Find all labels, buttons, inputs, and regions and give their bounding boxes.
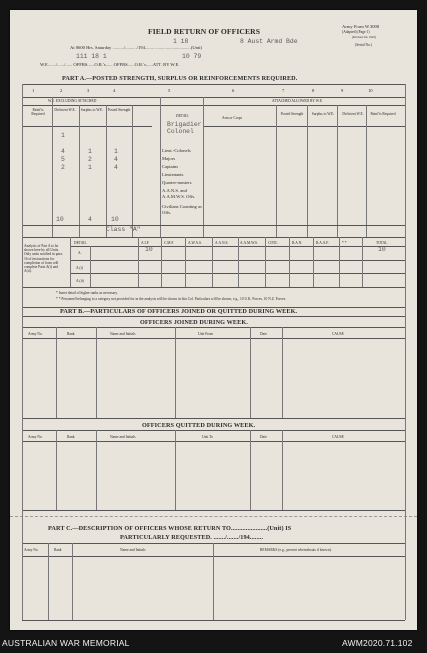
rank-majors: Majors [162,156,176,161]
grid-line [265,237,266,287]
col-number: 4 [113,88,116,93]
rank-aans: A.A.N.S. and A.A.M.W.S. Offs. [162,188,196,199]
grid-line [160,97,161,237]
typed-total-posted: 10 [111,216,119,223]
army-form-number: Army Form W.3008 [342,24,380,29]
grid-line [56,327,57,418]
rank-lieutenants: Lieutenants [162,172,184,177]
quitted-header-name: Name and Initials [110,435,136,439]
divider [22,510,405,511]
typed-deficient: 1 [61,132,65,139]
typed-total-surplus: 4 [88,216,92,223]
rank-civilians: Civilians Counting as Offs. [162,204,202,215]
typed-detail-brigadier: Brigadier [167,121,202,128]
grid-line [138,237,139,287]
grid-line [203,97,204,237]
typed-detail-colonel: Colonel [167,128,194,135]
adapted-label: (Adapted) (Page 1) [342,30,370,34]
attached-allowed-label: ATTACHED ALLOWED BY W.E. [272,99,323,103]
typed-posted: 4 [114,164,118,171]
quitted-header-army-no: Army No. [28,435,43,439]
rank-lt-colonels: Lieut.-Colonels [162,148,191,153]
col-number: 2 [60,88,63,93]
joined-title: OFFICERS JOINED DURING WEEK. [140,319,248,326]
analysis-header-detail: DETAIL [74,241,87,245]
footer-credit: AUSTRALIAN WAR MEMORIAL [2,638,130,648]
typed-unit: 8 Aust Armd Bde [240,38,298,45]
header-detail: DETAIL [176,114,189,118]
analysis-header-other: * * [342,241,347,245]
part-c-header-army-no: Army No. [24,548,39,552]
grid-line [161,237,162,287]
divider [22,430,405,431]
divider [22,225,405,226]
grid-line [48,543,49,620]
divider [22,418,405,419]
divider [22,441,405,442]
grid-line [175,430,176,510]
grid-line [70,237,71,287]
part-c-header-remarks: REMARKS (e.g., present whereabouts if known). [260,548,332,552]
grid-line [79,105,80,237]
at-hours-line: At 0600 Hrs. Saturday ........../........../194........ ...............................(Unit) [70,45,203,50]
typed-surplus: 2 [88,156,92,163]
divider [22,338,405,339]
analysis-row-a: A. [78,251,82,255]
header-att-posted: Posted Strength [280,112,304,116]
frame-right [405,84,406,620]
header-deficient: Deficient W.E. [54,108,76,112]
analysis-row-ai: A.(i) [76,266,83,270]
col-number: 1 [32,88,35,93]
grid-line [175,327,176,418]
header-att-surplus: Surplus to W.E. [311,112,335,116]
typed-posted: 4 [114,156,118,163]
analysis-row-aii: A.(ii) [76,279,84,283]
divider [22,327,405,328]
grid-line [132,105,133,237]
joined-header-date: Date [260,332,267,336]
analysis-header-raaf: R.A.A.F. [316,241,329,245]
quitted-header-date: Date [260,435,267,439]
frame-left [22,84,23,620]
col-number: 3 [87,88,90,93]
grid-line [282,430,283,510]
divider [22,237,405,238]
col-number: 9 [341,88,344,93]
part-c-title: PART C.—DESCRIPTION OF OFFICERS WHOSE RETURN TO......................(Unit) IS [48,525,292,532]
grid-line [307,105,308,237]
grid-line [213,543,214,620]
footnote-2: * * Personnel belonging to a category not provided for in the analysis will be shown in this Col. Particulars will be shown, e.g., 10 U.K. Forces, 10 N.Z. Forces. [56,297,287,301]
typed-we: 111 18 1 [76,53,107,60]
header-att-reinf: Reinf'ts Required [370,112,396,116]
serial-no-label: (Serial No.) [355,43,372,47]
revised-label: (Revised Jan. 1943) [352,35,376,39]
typed-class: Class "A" [106,226,141,233]
divider [22,620,405,621]
col-number: 6 [232,88,235,93]
grid-line [106,105,107,237]
analysis-header-aamws: A.A.M.W.S. [240,241,258,245]
joined-header-rank: Rank [67,332,75,336]
grid-line [238,237,239,287]
typed-deficient: 4 [61,148,65,155]
typed-date: 1 18 [173,38,189,45]
footnote-1: * Insert detail of higher ranks as necessary. [56,291,118,295]
quitted-title: OFFICERS QUITTED DURING WEEK. [142,422,256,429]
header-arm-or-corps: Arm or Corps [222,116,242,120]
typed-deficient: 5 [61,156,65,163]
part-a-title: PART A.—POSTED STRENGTH, SURPLUS OR REINFORCEMENTS REQUIRED. [62,75,298,82]
divider [22,287,405,288]
rank-captains: Captains [162,164,179,169]
typed-deficient: 2 [61,164,65,171]
col-number: 10 [368,88,373,93]
header-reinf-required: Reinf'ts Required [31,108,45,116]
joined-header-cause: CAUSE [332,332,344,336]
typed-we2: 10 79 [182,53,202,60]
part-b-title: PART B.—PARTICULARS OF OFFICERS JOINED OR QUITTED DURING WEEK. [60,308,298,315]
grid-line [96,430,97,510]
analysis-header-total: TOTAL [376,241,388,245]
header-posted-strength: Posted Strength [107,108,131,112]
typed-analysis-aif: 10 [145,246,153,253]
footer-accession-number: AWM2020.71.102 [342,638,413,648]
analysis-header-aans: A.A.N.S. [215,241,229,245]
joined-header-name: Name and Initials [110,332,136,336]
grid-line [313,237,314,287]
we-line: W.E......./....../...... OFFRS......O.R.'s...... OFFRS......O.R.'s......ATT. BY W.E. [40,62,180,67]
joined-header-unit-from: Unit From [198,332,214,336]
we-excluding-label: W.E. EXCLUDING ATTACHED [48,99,97,103]
typed-analysis-total: 10 [378,246,386,253]
rank-quarter-masters: Quarter-masters [162,180,192,185]
part-c-header-name: Name and Initials [120,548,146,552]
col-number: 7 [282,88,285,93]
part-c-title-2: PARTICULARLY REQUESTED. ......./......./194........ [120,534,264,541]
quitted-header-unit-to: Unit To [202,435,213,439]
joined-header-army-no: Army No. [28,332,43,336]
divider [203,126,405,127]
typed-surplus: 1 [88,164,92,171]
grid-line [362,237,363,287]
analysis-header-aif: A.I.F. [141,241,150,245]
fold-line [10,516,417,517]
grid-line [250,327,251,418]
grid-line [250,430,251,510]
divider [22,84,405,85]
grid-line [339,237,340,287]
grid-line [212,237,213,287]
grid-line [72,543,73,620]
col-number: 5 [168,88,171,93]
quitted-header-rank: Rank [67,435,75,439]
grid-line [289,237,290,287]
typed-surplus: 1 [88,148,92,155]
typed-posted: 1 [114,148,118,155]
analysis-header-cmf: C.M.F. [164,241,174,245]
grid-line [276,105,277,237]
analysis-header-awas: A.W.A.S. [188,241,202,245]
analysis-header-ran: R.A.N. [292,241,303,245]
part-c-header-rank: Rank [54,548,62,552]
col-number: 8 [312,88,315,93]
header-att-deficient: Deficient W.E. [342,112,364,116]
grid-line [56,430,57,510]
typed-total-deficient: 10 [56,216,64,223]
grid-line [185,237,186,287]
grid-line [282,327,283,418]
grid-line [337,105,338,237]
divider [22,97,405,98]
grid-line [52,97,53,237]
header-surplus: Surplus to W.E. [80,108,104,112]
grid-line [366,105,367,237]
divider [22,316,405,317]
grid-line [96,327,97,418]
grid-line [90,246,91,287]
quitted-header-cause: CAUSE [332,435,344,439]
form-title: FIELD RETURN OF OFFICERS [148,27,261,36]
analysis-note: Analysis of Part A to be shown here by all Units. Only units notified in para. 16 of instructions for completion of form will complete Parts A(i) and A(ii). [24,244,63,274]
analysis-header-civil: CIVIL [268,241,278,245]
form-sheet [10,10,417,630]
